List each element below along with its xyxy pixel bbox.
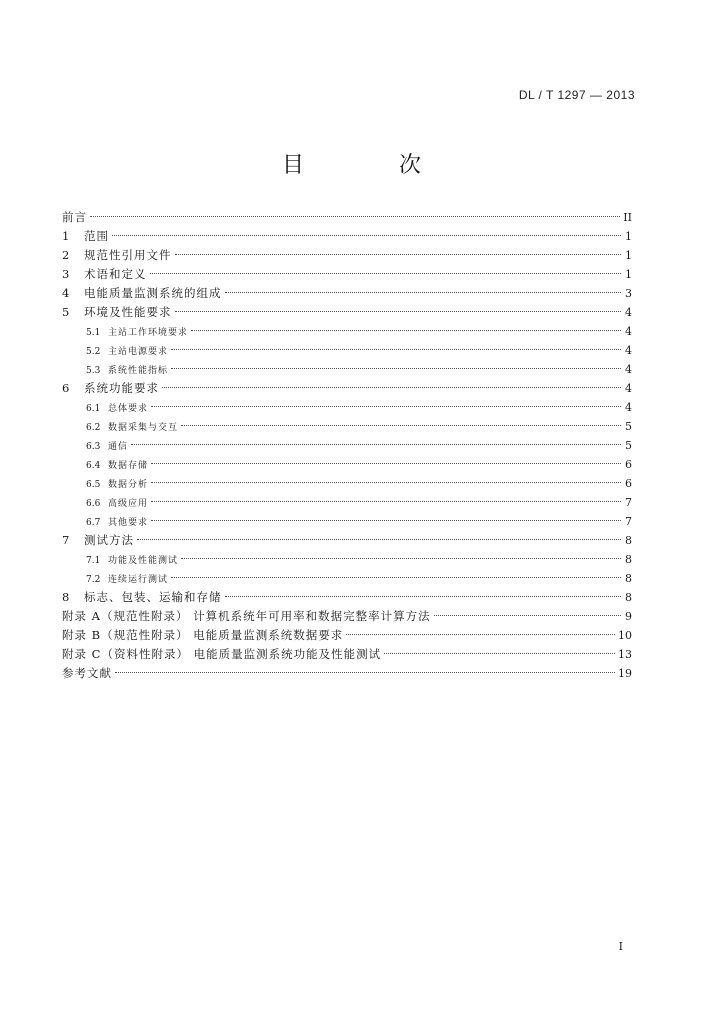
table-of-contents (62, 208, 632, 683)
toc-entry-number: 5.3 (86, 366, 101, 376)
toc-entry-number: 7 (62, 533, 70, 547)
toc-leader-dots (150, 273, 622, 274)
toc-entry-number: 5 (62, 305, 70, 319)
toc-entry-system-composition[interactable] (62, 284, 632, 303)
toc-entry-title: 术语和定义 (84, 267, 147, 281)
toc-entry-title: 高级应用 (108, 499, 149, 509)
toc-entry-page: 13 (618, 648, 632, 661)
toc-entry-foreword[interactable] (62, 208, 632, 227)
toc-entry-title: 参考文献 (62, 666, 112, 680)
standard-code: DL / T 1297 — 2013 (518, 88, 635, 102)
toc-leader-dots (137, 539, 621, 540)
toc-entry-6-1[interactable] (62, 398, 632, 417)
toc-entry-title: 附录 A（规范性附录） 计算机系统年可用率和数据完整率计算方法 (62, 609, 431, 623)
toc-entry-terms-definitions[interactable] (62, 265, 632, 284)
toc-entry-title: 范围 (84, 229, 109, 243)
toc-leader-dots (225, 596, 622, 597)
toc-entry-number: 5.1 (86, 328, 101, 338)
toc-entry-6-4[interactable] (62, 455, 632, 474)
toc-entry-scope[interactable] (62, 227, 632, 246)
toc-entry-page: 1 (625, 230, 632, 243)
toc-entry-appendix-a[interactable] (62, 607, 632, 626)
toc-leader-dots (175, 254, 622, 255)
toc-entry-number: 6 (62, 381, 70, 395)
page-number: I (618, 940, 623, 953)
toc-leader-dots (346, 634, 615, 635)
toc-entry-6-5[interactable] (62, 474, 632, 493)
toc-leader-dots (191, 330, 621, 331)
toc-entry-number: 6.7 (86, 518, 101, 528)
toc-entry-page: 5 (625, 420, 632, 433)
toc-entry-title: 附录 B（规范性附录） 电能质量监测系统数据要求 (62, 628, 344, 642)
toc-entry-number: 7.2 (86, 575, 101, 585)
toc-leader-dots (115, 672, 615, 673)
toc-entry-page: 4 (625, 306, 632, 319)
toc-leader-dots (225, 292, 622, 293)
toc-entry-environment-performance[interactable] (62, 303, 632, 322)
toc-entry-page: 8 (625, 572, 632, 585)
toc-entry-page: 8 (625, 553, 632, 566)
toc-leader-dots (151, 520, 621, 521)
toc-leader-dots (162, 387, 621, 388)
toc-entry-5-1[interactable] (62, 322, 632, 341)
toc-leader-dots (434, 615, 621, 616)
toc-entry-title: 其他要求 (108, 518, 149, 528)
toc-entry-title: 连续运行测试 (108, 575, 169, 585)
toc-leader-dots (131, 444, 621, 445)
toc-entry-number: 3 (62, 267, 70, 281)
toc-entry-appendix-b[interactable] (62, 626, 632, 645)
toc-entry-title: 数据分析 (108, 480, 149, 490)
toc-entry-page: 6 (625, 477, 632, 490)
toc-entry-title: 主站电源要求 (108, 347, 169, 357)
toc-entry-page: 4 (625, 363, 632, 376)
toc-entry-title: 数据采集与交互 (108, 423, 179, 433)
toc-entry-number: 8 (62, 590, 70, 604)
toc-entry-number: 7.1 (86, 556, 101, 566)
toc-entry-test-methods[interactable] (62, 531, 632, 550)
toc-entry-title: 主站工作环境要求 (108, 328, 189, 338)
toc-entry-page: 4 (625, 344, 632, 357)
toc-leader-dots (175, 311, 622, 312)
toc-entry-title: 总体要求 (108, 404, 149, 414)
toc-entry-number: 4 (62, 286, 70, 300)
toc-entry-number: 5.2 (86, 347, 101, 357)
toc-leader-dots (151, 406, 621, 407)
toc-entry-page: 8 (625, 534, 632, 547)
toc-leader-dots (151, 463, 621, 464)
page-title: 目 次 (282, 153, 465, 178)
toc-entry-marking-packaging[interactable] (62, 588, 632, 607)
toc-entry-page: II (623, 211, 632, 224)
toc-entry-page: 4 (625, 382, 632, 395)
toc-entry-number: 6.3 (86, 442, 101, 452)
toc-entry-title: 附录 C（资料性附录） 电能质量监测系统功能及性能测试 (62, 647, 382, 661)
toc-entry-5-2[interactable] (62, 341, 632, 360)
toc-entry-bibliography[interactable] (62, 664, 632, 683)
toc-entry-number: 6.5 (86, 480, 101, 490)
toc-entry-page: 4 (625, 325, 632, 338)
toc-leader-dots (90, 216, 620, 217)
toc-entry-page: 4 (625, 401, 632, 414)
toc-entry-title: 前言 (62, 210, 87, 224)
toc-entry-page: 7 (625, 496, 632, 509)
toc-entry-number: 1 (62, 229, 70, 243)
toc-entry-page: 8 (625, 591, 632, 604)
toc-entry-title: 通信 (108, 442, 129, 452)
toc-entry-7-2[interactable] (62, 569, 632, 588)
toc-entry-title: 电能质量监测系统的组成 (84, 286, 222, 300)
toc-entry-7-1[interactable] (62, 550, 632, 569)
toc-entry-title: 测试方法 (84, 533, 134, 547)
toc-entry-page: 10 (618, 629, 632, 642)
toc-entry-6-3[interactable] (62, 436, 632, 455)
toc-entry-number: 2 (62, 248, 70, 262)
toc-entry-6-6[interactable] (62, 493, 632, 512)
toc-entry-title: 功能及性能测试 (108, 556, 179, 566)
toc-entry-system-function[interactable] (62, 379, 632, 398)
toc-entry-page: 6 (625, 458, 632, 471)
toc-leader-dots (171, 349, 621, 350)
toc-entry-6-7[interactable] (62, 512, 632, 531)
toc-entry-title: 规范性引用文件 (84, 248, 172, 262)
toc-entry-title: 环境及性能要求 (84, 305, 172, 319)
toc-leader-dots (171, 577, 621, 578)
toc-entry-page: 5 (625, 439, 632, 452)
toc-entry-title: 标志、包装、运输和存储 (84, 590, 222, 604)
toc-entry-title: 系统性能指标 (108, 366, 169, 376)
toc-entry-appendix-c[interactable] (62, 645, 632, 664)
toc-entry-title: 系统功能要求 (84, 381, 159, 395)
toc-entry-page: 7 (625, 515, 632, 528)
toc-entry-5-3[interactable] (62, 360, 632, 379)
toc-leader-dots (181, 425, 621, 426)
toc-entry-number: 6.4 (86, 461, 101, 471)
toc-leader-dots (151, 501, 621, 502)
toc-entry-page: 3 (625, 287, 632, 300)
toc-entry-6-2[interactable] (62, 417, 632, 436)
toc-leader-dots (171, 368, 621, 369)
toc-entry-title: 数据存储 (108, 461, 149, 471)
toc-entry-page: 1 (625, 249, 632, 262)
toc-leader-dots (181, 558, 621, 559)
toc-entry-number: 6.6 (86, 499, 101, 509)
toc-entry-page: 9 (625, 610, 632, 623)
toc-leader-dots (384, 653, 615, 654)
toc-leader-dots (151, 482, 621, 483)
toc-entry-page: 19 (618, 667, 632, 680)
toc-leader-dots (112, 235, 621, 236)
toc-entry-number: 6.2 (86, 423, 101, 433)
toc-entry-page: 1 (625, 268, 632, 281)
toc-entry-normative-references[interactable] (62, 246, 632, 265)
toc-entry-number: 6.1 (86, 404, 101, 414)
